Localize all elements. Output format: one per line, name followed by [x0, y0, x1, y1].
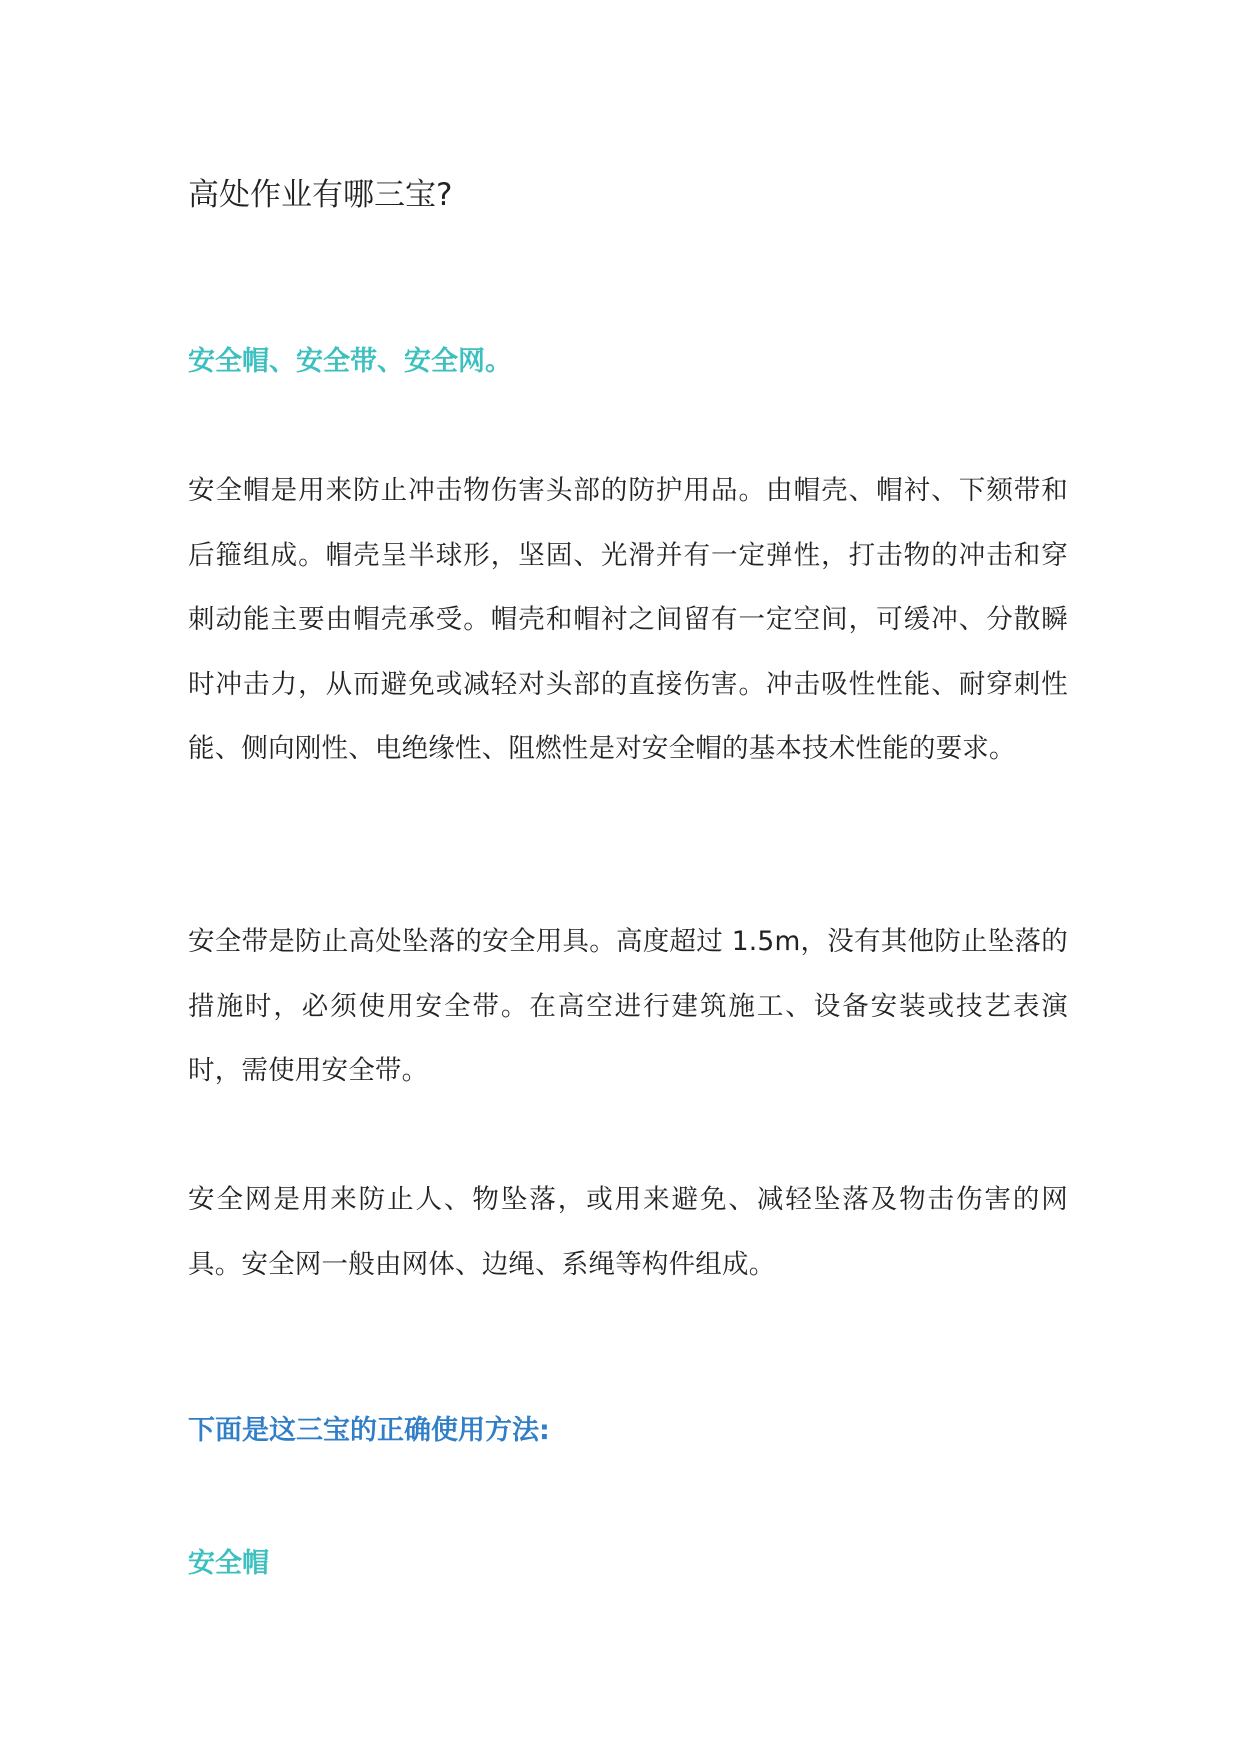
usage-heading: 下面是这三宝的正确使用方法:	[188, 1415, 550, 1446]
page-title: 高处作业有哪三宝?	[188, 177, 453, 213]
paragraph-safety-net: 安全网是用来防止人、物坠落，或用来避免、减轻坠落及物击伤害的网具。安全网一般由网体、边绳、系绳等构件组成。	[188, 1184, 1068, 1280]
paragraph-safety-belt: 安全带是防止高处坠落的安全用具。高度超过 1.5m，没有其他防止坠落的措施时，必须使用安全带。在高空进行建筑施工、设备安装或技艺表演时，需使用安全带。	[188, 926, 1068, 1086]
paragraph-helmet: 安全帽是用来防止冲击物伤害头部的防护用品。由帽壳、帽衬、下颏带和后箍组成。帽壳呈半球形，坚固、光滑并有一定弹性，打击物的冲击和穿刺动能主要由帽壳承受。帽壳和帽衬之间留有一定空间，可缓冲、分散瞬时冲击力，从而避免或减轻对头部的直接伤害。冲击吸性性能、耐穿刺性能、侧向刚性、电绝缘性、阻燃性是对安全帽的基本技术性能的要求。	[188, 475, 1068, 764]
intro-heading: 安全帽、安全带、安全网。	[188, 346, 512, 377]
section-heading-helmet: 安全帽	[188, 1548, 269, 1579]
